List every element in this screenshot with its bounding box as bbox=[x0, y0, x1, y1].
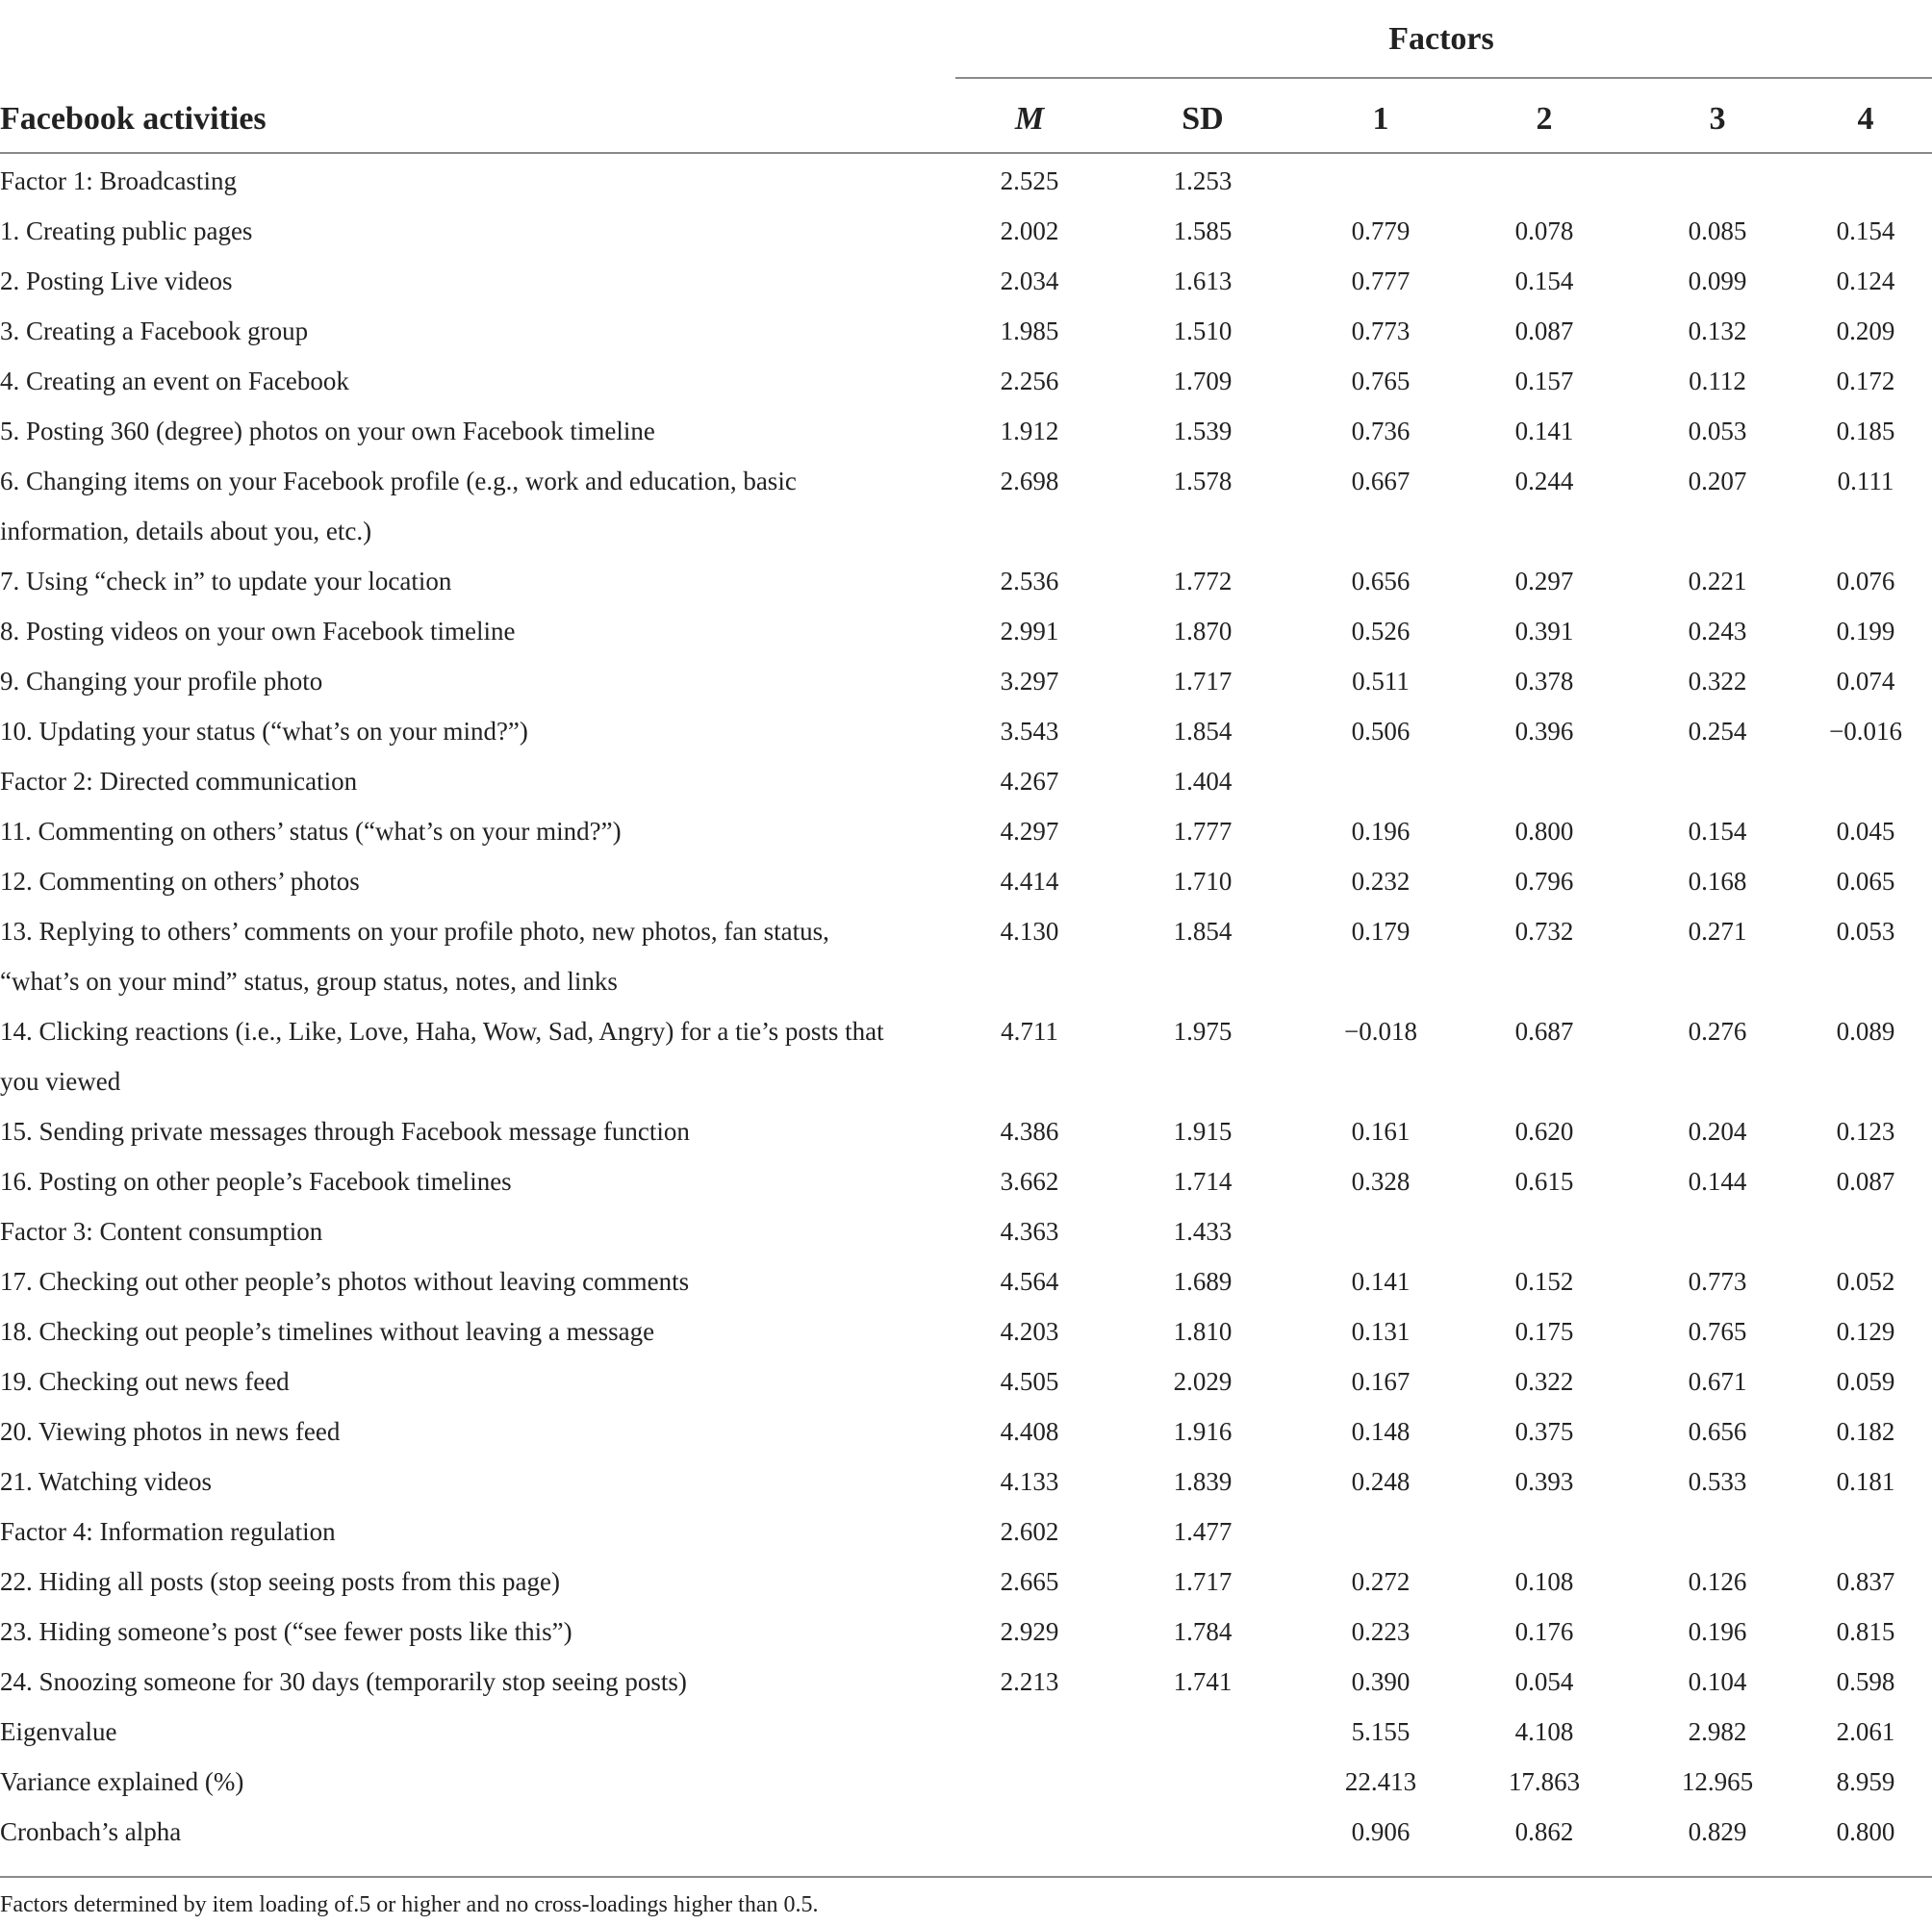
table-row bbox=[0, 306, 1932, 356]
factor-3-loading: 0.144 bbox=[1688, 1167, 1747, 1196]
activity-label bbox=[0, 356, 962, 406]
activity-label-line: “what’s on your mind” status, group status, notes, and links bbox=[0, 967, 618, 996]
activity-label bbox=[0, 756, 962, 806]
factor-3-loading: 0.099 bbox=[1688, 266, 1747, 295]
table-row bbox=[0, 656, 1932, 706]
sd-value: 1.689 bbox=[1173, 1267, 1233, 1296]
factor-3-loading: 0.829 bbox=[1688, 1817, 1747, 1846]
activity-label bbox=[0, 1356, 962, 1406]
factor-1-loading: 0.390 bbox=[1351, 1667, 1411, 1696]
factor-2-loading bbox=[1453, 156, 1636, 206]
factor-3-loading: 0.207 bbox=[1688, 467, 1747, 495]
factors-heading: Factors bbox=[1388, 21, 1494, 57]
sd-value bbox=[1097, 1707, 1309, 1757]
factor-4-loading: 0.065 bbox=[1836, 867, 1895, 896]
mean-value: 2.602 bbox=[1000, 1517, 1059, 1546]
factor-2-loading: 0.393 bbox=[1514, 1467, 1574, 1496]
mean-value: 2.213 bbox=[1000, 1667, 1059, 1696]
factor-4-loading: 0.172 bbox=[1836, 367, 1895, 395]
factor-1-loading: 0.656 bbox=[1351, 567, 1411, 595]
factor-3-loading bbox=[1636, 156, 1799, 206]
activity-label bbox=[0, 456, 962, 556]
factor-4-loading: 0.837 bbox=[1836, 1567, 1895, 1596]
m-header: M bbox=[1014, 101, 1045, 137]
factor-4-loading bbox=[1799, 1206, 1932, 1256]
activity-label-line: information, details about you, etc.) bbox=[0, 517, 372, 545]
mean-value: 1.912 bbox=[1000, 417, 1059, 445]
factor-4-loading: 0.182 bbox=[1836, 1417, 1895, 1446]
factor-1-loading: 0.526 bbox=[1351, 617, 1411, 646]
factor-1-loading: 0.773 bbox=[1351, 317, 1411, 345]
mean-value: 4.505 bbox=[1000, 1367, 1059, 1396]
factor-4-loading: 0.053 bbox=[1836, 917, 1895, 946]
factor-4-loading: 0.199 bbox=[1836, 617, 1895, 646]
activity-label-line: 10. Updating your status (“what’s on your mind?”) bbox=[0, 717, 528, 746]
stat-row bbox=[0, 1757, 1932, 1807]
sd-value: 1.585 bbox=[1173, 216, 1233, 245]
factor-1-loading: 0.779 bbox=[1351, 216, 1411, 245]
activity-label bbox=[0, 706, 962, 756]
factor-1-loading: 0.736 bbox=[1351, 417, 1411, 445]
factor-4-loading: 0.129 bbox=[1836, 1317, 1895, 1346]
factor-2-loading: 17.863 bbox=[1508, 1767, 1581, 1796]
activity-label-line: 16. Posting on other people’s Facebook timelines bbox=[0, 1167, 512, 1196]
table-row bbox=[0, 606, 1932, 656]
mean-value: 4.711 bbox=[1001, 1017, 1058, 1046]
factor-2-loading bbox=[1453, 1206, 1636, 1256]
factor-1-loading bbox=[1309, 756, 1453, 806]
activity-label-line: Variance explained (%) bbox=[0, 1767, 244, 1796]
factor-1-loading: 0.223 bbox=[1351, 1617, 1411, 1646]
mean-value: 4.130 bbox=[1000, 917, 1059, 946]
activity-label bbox=[0, 306, 962, 356]
factor-2-loading: 0.322 bbox=[1514, 1367, 1574, 1396]
mean-value: 2.525 bbox=[1000, 166, 1059, 195]
activity-label bbox=[0, 1006, 962, 1106]
table-row bbox=[0, 806, 1932, 856]
factor-2-loading: 0.141 bbox=[1514, 417, 1574, 445]
activity-label bbox=[0, 206, 962, 256]
factor-1-loading: 0.161 bbox=[1351, 1117, 1411, 1146]
factor-4-header: 4 bbox=[1857, 101, 1874, 137]
activity-label-line: 22. Hiding all posts (stop seeing posts from this page) bbox=[0, 1567, 560, 1596]
factor-3-loading: 0.196 bbox=[1688, 1617, 1747, 1646]
factor-1-loading: 0.765 bbox=[1351, 367, 1411, 395]
mean-value: 2.991 bbox=[1000, 617, 1059, 646]
factor-3-loading bbox=[1636, 1206, 1799, 1256]
sd-value: 1.975 bbox=[1173, 1017, 1233, 1046]
factor-2-loading: 0.157 bbox=[1514, 367, 1574, 395]
mean-value: 4.363 bbox=[1000, 1217, 1059, 1246]
factor-2-loading: 4.108 bbox=[1514, 1717, 1574, 1746]
activity-label-line: 13. Replying to others’ comments on your profile photo, new photos, fan status, bbox=[0, 917, 829, 946]
table-row bbox=[0, 1456, 1932, 1507]
sd-value: 1.717 bbox=[1173, 1567, 1233, 1596]
sd-value: 1.433 bbox=[1173, 1217, 1233, 1246]
factor-4-loading: 0.059 bbox=[1836, 1367, 1895, 1396]
factor-4-loading: 0.076 bbox=[1836, 567, 1895, 595]
factor-4-loading bbox=[1799, 156, 1932, 206]
activity-label-line: you viewed bbox=[0, 1067, 121, 1096]
table-row bbox=[0, 1557, 1932, 1607]
sd-value: 1.477 bbox=[1173, 1517, 1233, 1546]
mean-value: 4.408 bbox=[1000, 1417, 1059, 1446]
activity-label bbox=[0, 606, 962, 656]
activity-label-line: 20. Viewing photos in news feed bbox=[0, 1417, 341, 1446]
factor-1-loading: 0.196 bbox=[1351, 817, 1411, 846]
table-row bbox=[0, 706, 1932, 756]
activity-label-line: 17. Checking out other people’s photos without leaving comments bbox=[0, 1267, 690, 1296]
factor-1-loading: 0.232 bbox=[1351, 867, 1411, 896]
table-row bbox=[0, 1006, 1932, 1106]
sd-value: 1.741 bbox=[1173, 1667, 1233, 1696]
activity-label-line: 11. Commenting on others’ status (“what’s on your mind?”) bbox=[0, 817, 622, 846]
activity-label bbox=[0, 406, 962, 456]
table-row bbox=[0, 206, 1932, 256]
activity-label-line: Factor 4: Information regulation bbox=[0, 1517, 336, 1546]
factor-3-loading: 0.221 bbox=[1688, 567, 1747, 595]
factor-4-loading bbox=[1799, 1507, 1932, 1557]
table-row bbox=[0, 1256, 1932, 1306]
mean-value bbox=[962, 1757, 1097, 1807]
activity-label-line: 5. Posting 360 (degree) photos on your own Facebook timeline bbox=[0, 417, 655, 445]
factor-3-loading: 0.053 bbox=[1688, 417, 1747, 445]
factor-3-loading: 0.126 bbox=[1688, 1567, 1747, 1596]
factor-2-loading: 0.297 bbox=[1514, 567, 1574, 595]
activity-label bbox=[0, 1757, 962, 1807]
factor-3-loading: 0.085 bbox=[1688, 216, 1747, 245]
activity-label-line: Factor 2: Directed communication bbox=[0, 767, 358, 796]
factor-4-loading: 0.209 bbox=[1836, 317, 1895, 345]
stat-row bbox=[0, 1707, 1932, 1757]
factor-2-loading: 0.175 bbox=[1514, 1317, 1574, 1346]
mean-value: 4.297 bbox=[1000, 817, 1059, 846]
factor-table bbox=[0, 90, 1932, 1857]
factor-3-loading bbox=[1636, 1507, 1799, 1557]
factor-2-loading: 0.687 bbox=[1514, 1017, 1574, 1046]
factor-3-loading: 0.168 bbox=[1688, 867, 1747, 896]
activity-label bbox=[0, 1707, 962, 1757]
factor-3-loading: 0.671 bbox=[1688, 1367, 1747, 1396]
factor-2-loading bbox=[1453, 756, 1636, 806]
mean-value: 4.564 bbox=[1000, 1267, 1059, 1296]
table-footnote: Factors determined by item loading of.5 or higher and no cross-loadings higher than 0.5. bbox=[0, 1892, 819, 1917]
mean-value: 3.662 bbox=[1000, 1167, 1059, 1196]
factor-3-loading: 0.154 bbox=[1688, 817, 1747, 846]
activity-label bbox=[0, 1507, 962, 1557]
activity-label-line: Factor 3: Content consumption bbox=[0, 1217, 323, 1246]
activity-label-line: 1. Creating public pages bbox=[0, 216, 253, 245]
factor-2-loading: 0.615 bbox=[1514, 1167, 1574, 1196]
stat-row bbox=[0, 1807, 1932, 1857]
sd-value: 1.539 bbox=[1173, 417, 1233, 445]
mean-value: 2.698 bbox=[1000, 467, 1059, 495]
sd-value bbox=[1097, 1757, 1309, 1807]
sd-value: 1.510 bbox=[1173, 317, 1233, 345]
mean-value: 2.929 bbox=[1000, 1617, 1059, 1646]
table-row bbox=[0, 1657, 1932, 1707]
activity-label-line: 12. Commenting on others’ photos bbox=[0, 867, 360, 896]
factor-2-loading: 0.796 bbox=[1514, 867, 1574, 896]
factor-4-loading: 0.185 bbox=[1836, 417, 1895, 445]
sd-value bbox=[1097, 1807, 1309, 1857]
mean-value: 4.133 bbox=[1000, 1467, 1059, 1496]
mean-value: 4.203 bbox=[1000, 1317, 1059, 1346]
factor-1-loading: 0.148 bbox=[1351, 1417, 1411, 1446]
factor-4-loading: 0.045 bbox=[1836, 817, 1895, 846]
activity-label-line: 24. Snoozing someone for 30 days (temporarily stop seeing posts) bbox=[0, 1667, 687, 1696]
activity-label-line: Eigenvalue bbox=[0, 1717, 117, 1746]
activity-label-line: 8. Posting videos on your own Facebook timeline bbox=[0, 617, 516, 646]
activity-label bbox=[0, 556, 962, 606]
mean-value: 4.386 bbox=[1000, 1117, 1059, 1146]
activity-label bbox=[0, 906, 962, 1006]
activity-label-line: 2. Posting Live videos bbox=[0, 266, 233, 295]
sd-value: 1.916 bbox=[1173, 1417, 1233, 1446]
activity-label bbox=[0, 1456, 962, 1507]
factor-2-loading: 0.152 bbox=[1514, 1267, 1574, 1296]
activity-label-line: 6. Changing items on your Facebook profile (e.g., work and education, basic bbox=[0, 467, 797, 495]
factor-2-loading: 0.244 bbox=[1514, 467, 1574, 495]
factor-3-loading bbox=[1636, 756, 1799, 806]
activity-label-line: 23. Hiding someone’s post (“see fewer posts like this”) bbox=[0, 1617, 572, 1646]
sd-value: 1.810 bbox=[1173, 1317, 1233, 1346]
mean-value bbox=[962, 1807, 1097, 1857]
activity-label bbox=[0, 1156, 962, 1206]
sd-value: 1.709 bbox=[1173, 367, 1233, 395]
factor-3-loading: 0.243 bbox=[1688, 617, 1747, 646]
activity-label bbox=[0, 156, 962, 206]
factor-2-loading: 0.375 bbox=[1514, 1417, 1574, 1446]
activity-label-line: Factor 1: Broadcasting bbox=[0, 166, 237, 195]
factor-1-loading: 0.141 bbox=[1351, 1267, 1411, 1296]
mean-value bbox=[962, 1707, 1097, 1757]
table-row bbox=[0, 1106, 1932, 1156]
factor-1-loading bbox=[1309, 1507, 1453, 1557]
table-row bbox=[0, 856, 1932, 906]
activity-label bbox=[0, 1256, 962, 1306]
activity-label bbox=[0, 1807, 962, 1857]
factor-2-loading: 0.800 bbox=[1514, 817, 1574, 846]
activity-label-line: 21. Watching videos bbox=[0, 1467, 213, 1496]
table-row bbox=[0, 1356, 1932, 1406]
factor-4-loading: 0.181 bbox=[1836, 1467, 1895, 1496]
factor-4-loading: 0.089 bbox=[1836, 1017, 1895, 1046]
factor-3-loading: 0.132 bbox=[1688, 317, 1747, 345]
factor-3-loading: 0.112 bbox=[1689, 367, 1746, 395]
factor-4-loading: 0.074 bbox=[1836, 667, 1895, 696]
factor-2-header: 2 bbox=[1536, 101, 1553, 137]
table-row bbox=[0, 906, 1932, 1006]
factor-2-loading: 0.732 bbox=[1514, 917, 1574, 946]
table-body bbox=[0, 148, 1932, 1857]
activity-label bbox=[0, 1206, 962, 1256]
factor-3-loading: 0.271 bbox=[1688, 917, 1747, 946]
mean-value: 2.002 bbox=[1000, 216, 1059, 245]
sd-value: 1.915 bbox=[1173, 1117, 1233, 1146]
mean-value: 2.256 bbox=[1000, 367, 1059, 395]
sd-value: 2.029 bbox=[1173, 1367, 1233, 1396]
sd-value: 1.784 bbox=[1173, 1617, 1233, 1646]
factor-1-loading bbox=[1309, 156, 1453, 206]
factor-2-loading: 0.154 bbox=[1514, 266, 1574, 295]
table-row bbox=[0, 1607, 1932, 1657]
factor-1-loading bbox=[1309, 1206, 1453, 1256]
sd-header: SD bbox=[1182, 101, 1224, 137]
factor-1-loading: 5.155 bbox=[1351, 1717, 1411, 1746]
factor-3-loading: 0.656 bbox=[1688, 1417, 1747, 1446]
factor-3-header: 3 bbox=[1709, 101, 1726, 137]
factor-1-header: 1 bbox=[1372, 101, 1389, 137]
factor-1-loading: 0.511 bbox=[1352, 667, 1410, 696]
activity-label bbox=[0, 656, 962, 706]
sd-value: 1.772 bbox=[1173, 567, 1233, 595]
factor-4-loading bbox=[1799, 756, 1932, 806]
activity-label-line: 9. Changing your profile photo bbox=[0, 667, 323, 696]
sd-value: 1.253 bbox=[1173, 166, 1233, 195]
table-row bbox=[0, 406, 1932, 456]
factor-3-loading: 0.254 bbox=[1688, 717, 1747, 746]
mean-value: 4.414 bbox=[1000, 867, 1059, 896]
factor-4-loading: 0.800 bbox=[1836, 1817, 1895, 1846]
factor-2-loading: 0.054 bbox=[1514, 1667, 1574, 1696]
mean-value: 4.267 bbox=[1000, 767, 1059, 796]
activity-label bbox=[0, 1657, 962, 1707]
activity-label bbox=[0, 856, 962, 906]
bottom-rule bbox=[0, 1876, 1932, 1878]
sd-value: 1.714 bbox=[1173, 1167, 1233, 1196]
factor-2-loading: 0.087 bbox=[1514, 317, 1574, 345]
header-row bbox=[0, 90, 1932, 148]
table-row bbox=[0, 556, 1932, 606]
activity-label bbox=[0, 1607, 962, 1657]
sd-value: 1.854 bbox=[1173, 917, 1233, 946]
sd-value: 1.777 bbox=[1173, 817, 1233, 846]
factor-1-loading: 0.328 bbox=[1351, 1167, 1411, 1196]
activity-label-line: 4. Creating an event on Facebook bbox=[0, 367, 349, 395]
sd-value: 1.613 bbox=[1173, 266, 1233, 295]
activity-label-line: 18. Checking out people’s timelines without leaving a message bbox=[0, 1317, 655, 1346]
factor-2-loading: 0.176 bbox=[1514, 1617, 1574, 1646]
mean-value: 3.297 bbox=[1000, 667, 1059, 696]
table-row bbox=[0, 356, 1932, 406]
factor-3-loading: 12.965 bbox=[1681, 1767, 1754, 1796]
spacer-row bbox=[0, 148, 1932, 156]
factor-1-loading: 0.777 bbox=[1351, 266, 1411, 295]
sd-value: 1.578 bbox=[1173, 467, 1233, 495]
activities-header: Facebook activities bbox=[0, 101, 267, 137]
factor-4-loading: 8.959 bbox=[1836, 1767, 1895, 1796]
section-row bbox=[0, 756, 1932, 806]
mean-value: 2.665 bbox=[1000, 1567, 1059, 1596]
factor-2-loading: 0.862 bbox=[1514, 1817, 1574, 1846]
activity-label bbox=[0, 1557, 962, 1607]
factor-3-loading: 2.982 bbox=[1688, 1717, 1747, 1746]
table-row bbox=[0, 256, 1932, 306]
factor-1-loading: 0.179 bbox=[1351, 917, 1411, 946]
factor-1-loading: 22.413 bbox=[1344, 1767, 1417, 1796]
section-row bbox=[0, 156, 1932, 206]
factor-4-loading: 0.052 bbox=[1836, 1267, 1895, 1296]
factor-3-loading: 0.104 bbox=[1688, 1667, 1747, 1696]
factor-1-loading: 0.131 bbox=[1351, 1317, 1411, 1346]
factor-3-loading: 0.204 bbox=[1688, 1117, 1747, 1146]
factor-1-loading: 0.167 bbox=[1351, 1367, 1411, 1396]
mean-value: 3.543 bbox=[1000, 717, 1059, 746]
table-row bbox=[0, 1406, 1932, 1456]
activity-label-line: 14. Clicking reactions (i.e., Like, Love, Haha, Wow, Sad, Angry) for a tie’s posts that bbox=[0, 1017, 884, 1046]
factor-3-loading: 0.765 bbox=[1688, 1317, 1747, 1346]
factor-2-loading: 0.396 bbox=[1514, 717, 1574, 746]
factor-1-loading: 0.272 bbox=[1351, 1567, 1411, 1596]
table-row bbox=[0, 456, 1932, 556]
activity-label bbox=[0, 1406, 962, 1456]
factor-2-loading bbox=[1453, 1507, 1636, 1557]
sd-value: 1.854 bbox=[1173, 717, 1233, 746]
activity-label-line: Cronbach’s alpha bbox=[0, 1817, 182, 1846]
factor-3-loading: 0.276 bbox=[1688, 1017, 1747, 1046]
activity-label bbox=[0, 1106, 962, 1156]
factor-4-loading: −0.016 bbox=[1829, 717, 1902, 746]
activity-label-line: 7. Using “check in” to update your location bbox=[0, 567, 452, 595]
factor-4-loading: 0.124 bbox=[1836, 266, 1895, 295]
factor-1-loading: 0.248 bbox=[1351, 1467, 1411, 1496]
sd-value: 1.839 bbox=[1173, 1467, 1233, 1496]
factor-1-loading: 0.667 bbox=[1351, 467, 1411, 495]
factor-1-loading: 0.906 bbox=[1351, 1817, 1411, 1846]
factor-4-loading: 0.815 bbox=[1836, 1617, 1895, 1646]
mean-value: 1.985 bbox=[1000, 317, 1059, 345]
factor-4-loading: 0.598 bbox=[1836, 1667, 1895, 1696]
factor-4-loading: 0.154 bbox=[1836, 216, 1895, 245]
factor-3-loading: 0.533 bbox=[1688, 1467, 1747, 1496]
factor-4-loading: 0.087 bbox=[1836, 1167, 1895, 1196]
factor-2-loading: 0.078 bbox=[1514, 216, 1574, 245]
factor-4-loading: 0.123 bbox=[1836, 1117, 1895, 1146]
factor-1-loading: 0.506 bbox=[1351, 717, 1411, 746]
section-row bbox=[0, 1206, 1932, 1256]
factor-2-loading: 0.108 bbox=[1514, 1567, 1574, 1596]
factors-rule bbox=[955, 77, 1932, 79]
activity-label bbox=[0, 806, 962, 856]
sd-value: 1.710 bbox=[1173, 867, 1233, 896]
factor-4-loading: 0.111 bbox=[1837, 467, 1894, 495]
factor-4-loading: 2.061 bbox=[1836, 1717, 1895, 1746]
factor-2-loading: 0.391 bbox=[1514, 617, 1574, 646]
table-row bbox=[0, 1306, 1932, 1356]
sd-value: 1.404 bbox=[1173, 767, 1233, 796]
section-row bbox=[0, 1507, 1932, 1557]
mean-value: 2.034 bbox=[1000, 266, 1059, 295]
factor-3-loading: 0.773 bbox=[1688, 1267, 1747, 1296]
activity-label bbox=[0, 1306, 962, 1356]
sd-value: 1.870 bbox=[1173, 617, 1233, 646]
mean-value: 2.536 bbox=[1000, 567, 1059, 595]
activity-label-line: 3. Creating a Facebook group bbox=[0, 317, 309, 345]
table-row bbox=[0, 1156, 1932, 1206]
sd-value: 1.717 bbox=[1173, 667, 1233, 696]
factor-1-loading: −0.018 bbox=[1344, 1017, 1417, 1046]
activity-label-line: 15. Sending private messages through Facebook message function bbox=[0, 1117, 690, 1146]
activity-label bbox=[0, 256, 962, 306]
factor-2-loading: 0.378 bbox=[1514, 667, 1574, 696]
factor-3-loading: 0.322 bbox=[1688, 667, 1747, 696]
factor-2-loading: 0.620 bbox=[1514, 1117, 1574, 1146]
activity-label-line: 19. Checking out news feed bbox=[0, 1367, 290, 1396]
